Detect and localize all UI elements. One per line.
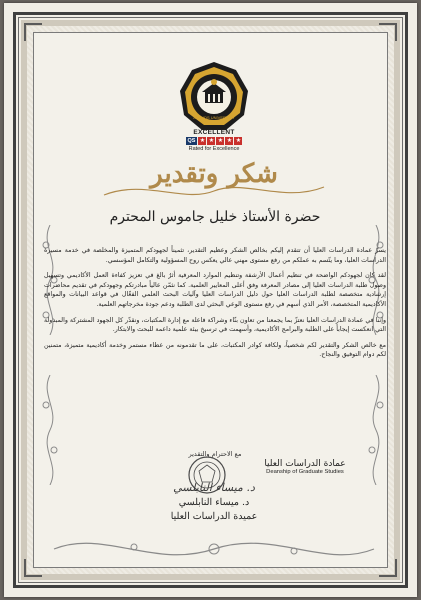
star-icon: ★ [226, 138, 233, 144]
star-icon: ★ [199, 138, 206, 144]
closing-line: مع الاحترام والتقدير [188, 450, 242, 458]
star-icon: ★ [217, 138, 224, 144]
title-flourish-icon [94, 173, 334, 203]
signatory-title: عميدة الدراسات العليا [170, 511, 258, 522]
rating-label: EXCELLENT [193, 129, 235, 136]
certificate-title: شكر وتقدير [150, 159, 278, 189]
left-floral-ornament-icon [38, 375, 62, 485]
signatory-name: د. ميساء النابلسي [178, 497, 250, 508]
deanship-arabic: عمادة الدراسات العليا [264, 459, 346, 469]
body-paragraph: لقد كان لجهودكم الواضحة في تنظيم أعمال الأرشفة وتنظيم الموارد المعرفية أثرٌ بالغ في تعزيز كفاءة العمل الأكاديمي وتسهيل وصول طلبة الدراسات العليا إلى مصادر المعرفة وفق أعلى المعايير العلمية. كما نثمّن عالياً مبادرتكم وجهودكم في تقديم محاضرات إرشادية متخصصة لطلبة الدراسات العليا حول دليل الدراسات العليا وآليات البحث العلمي الفعّال في قواعد البيانات والمواقع الأكاديمية المتخصصة، الأمر الذي أسهم في رفع مستوى الوعي البحثي لدى الطلبة ودعم جودة مخرجاتهم العلمية. [44, 272, 386, 308]
body-paragraph: وإننا في عمادة الدراسات العليا نعتزّ بما يجمعنا من تعاون بنّاء وشراكة فاعلة مع إدارة المكتبات، ونقدّر كل الجهود المشتركة والمبذولة التي انعكست إيجاباً على الطلبة والبرامج الأكاديمية، وأسهمت في ترسيخ بيئة علمية داعمة للبحث والابتكار. [44, 316, 386, 334]
body-paragraph: يسرّ عمادة الدراسات العليا أن تتقدم إليكم بخالص الشكر وعظيم التقدير، تثميناً لجهودكم المتميزة والمخلصة في خدمة مسيرة الدراسات العليا، وما يتّسم به عملكم من رفع مستوى مهني عالي يعكس روح المسؤولية والتكامل المؤسسي. [44, 247, 386, 264]
certificate-paper [4, 3, 417, 597]
deanship-label [250, 459, 360, 475]
certificate-body [44, 246, 386, 366]
qs-logo: QS [187, 138, 196, 144]
star-icon: ★ [235, 138, 242, 144]
university-crest-icon [178, 61, 250, 133]
corner-ornament-icon [24, 23, 42, 41]
rating-stars [164, 137, 264, 145]
rating-caption: Rated for Excellence [188, 146, 240, 152]
bottom-floral-ornament-icon [44, 529, 384, 569]
corner-ornament-icon [24, 559, 42, 577]
handwritten-signature: د. ميساء النابلسي [173, 481, 255, 494]
corner-ornament-icon [379, 23, 397, 41]
recipient-name: حضرة الأستاذ خليل جاموس المحترم [109, 209, 321, 225]
star-icon: ★ [208, 138, 215, 144]
signatory-block [134, 481, 294, 522]
right-floral-ornament-icon [364, 375, 388, 485]
body-paragraph: مع خالص الشكر والتقدير لكم شخصياً، ولكافة كوادر المكتبات، على ما تقدمونه من عطاء مستمر وخدمة أكاديمية متميزة، متمنين لكم دوام التوفيق والنجاح. [44, 341, 386, 359]
svg-text:ALQUDS UNIVERSITY: ALQUDS UNIVERSITY [193, 115, 235, 120]
deanship-english: Deanship of Graduate Studies [266, 469, 344, 475]
qs-rating-badge [164, 129, 264, 152]
